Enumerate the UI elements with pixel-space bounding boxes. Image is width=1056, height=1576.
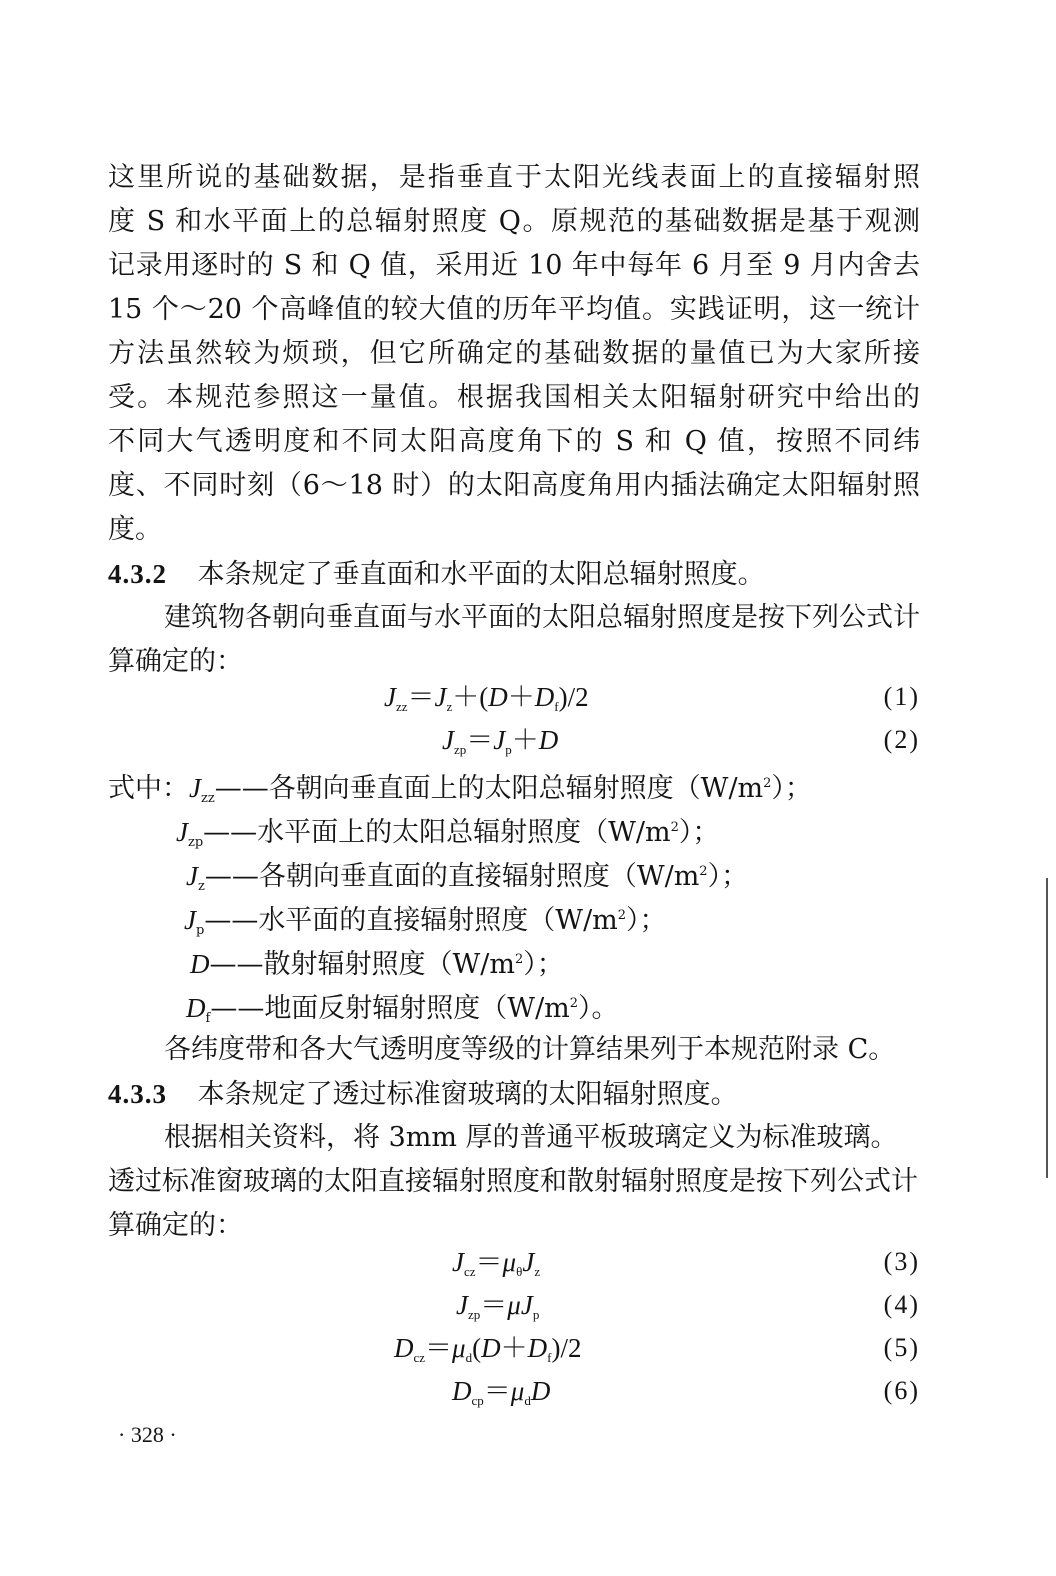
definition-df: $D_f——$地面反射辐射照度$(W/m^2)$。 bbox=[186, 993, 619, 1026]
section-number: 4.3.3 bbox=[108, 1079, 167, 1109]
intro-line-9: 度。 bbox=[108, 514, 162, 545]
section-432-body: 建筑物各朝向垂直面与水平面的太阳总辐射照度是按下列公式计算确定的： bbox=[108, 602, 920, 677]
intro-line-3: 记录用逐时的 S 和 Q 值，采用近 10 年中每年 6 月至 9 月内舍去 bbox=[108, 250, 920, 281]
equation-3: $J_{cz}=\mu_\theta J_z$ bbox=[452, 1247, 541, 1279]
equation-number: (5) bbox=[883, 1333, 920, 1362]
equation-2: $J_{zp}=J_p+D$ bbox=[442, 725, 559, 757]
definition-text: ——各朝向垂直面的直接辐射照度（W/m bbox=[204, 861, 700, 892]
definition-jzz: 式中：$J_{zz}——$各朝向垂直面上的太阳总辐射照度$(W/m^2)$； bbox=[108, 773, 812, 806]
intro-line-6: 受。本规范参照这一量值。根据我国相关太阳辐射研究中给出的 bbox=[108, 382, 920, 413]
equation-number: (4) bbox=[883, 1290, 920, 1319]
section-title: 本条规定了垂直面和水平面的太阳总辐射照度。 bbox=[197, 559, 765, 590]
page-number: · 328 · bbox=[118, 1422, 177, 1447]
intro-line-2: 度 S 和水平面上的总辐射照度 Q。原规范的基础数据是基于观测 bbox=[108, 206, 920, 237]
definition-tail: ）。 bbox=[578, 993, 619, 1024]
equation-number: (3) bbox=[883, 1247, 920, 1276]
equation-6: $D_{cp}=\mu_dD$ bbox=[452, 1376, 551, 1408]
intro-line-5: 方法虽然较为烦琐，但它所确定的基础数据的量值已为大家所接 bbox=[108, 338, 920, 369]
section-433-body-2: 透过标准窗玻璃的太阳直接辐射照度和散射辐射照度是按下列公式计算确定的： bbox=[108, 1166, 918, 1241]
definition-tail: ）； bbox=[707, 861, 749, 892]
section-number: 4.3.2 bbox=[108, 559, 167, 589]
definition-jp: $J_p——$水平面的直接辐射照度$(W/m^2)$； bbox=[184, 905, 667, 938]
equation-4: $J_{zp}=\mu J_p$ bbox=[456, 1290, 540, 1322]
equation-number: (2) bbox=[883, 725, 920, 754]
definition-text: ——地面反射辐射照度（W/m bbox=[210, 993, 570, 1024]
definition-jz: $J_z——$各朝向垂直面的直接辐射照度$(W/m^2)$； bbox=[186, 861, 749, 894]
equation-1: $J_{zz}=J_z+(D+D_f)/2$ bbox=[384, 682, 589, 714]
definition-prefix: 式中： bbox=[108, 773, 189, 804]
equation-number: (6) bbox=[883, 1376, 920, 1405]
scan-edge-line bbox=[1046, 878, 1048, 1178]
definition-tail: ）； bbox=[771, 773, 812, 804]
definition-jzp: $J_{zp}——$水平面上的太阳总辐射照度$(W/m^2)$； bbox=[176, 817, 720, 850]
intro-line-1: 这里所说的基础数据，是指垂直于太阳光线表面上的直接辐射照 bbox=[108, 162, 920, 193]
definition-tail: ）； bbox=[523, 949, 564, 980]
intro-line-8: 度、不同时刻（6～18 时）的太阳高度角用内插法确定太阳辐射照 bbox=[108, 470, 920, 501]
definition-d: D——散射辐射照度$(W/m^2)$； bbox=[190, 949, 564, 980]
definition-tail: ）； bbox=[626, 905, 667, 936]
section-title: 本条规定了透过标准窗玻璃的太阳辐射照度。 bbox=[197, 1079, 738, 1110]
definition-tail: ）； bbox=[678, 817, 720, 848]
section-433-heading bbox=[108, 1072, 920, 1117]
equation-5: $D_{cz}=\mu_d(D+D_f)/2$ bbox=[394, 1333, 582, 1365]
definition-text: ——散射辐射照度（W/m bbox=[209, 949, 515, 980]
definition-text: ——水平面上的太阳总辐射照度（W/m bbox=[203, 817, 671, 848]
appendix-note: 各纬度带和各大气透明度等级的计算结果列于本规范附录 C。 bbox=[164, 1034, 896, 1065]
section-433-body-1: 根据相关资料，将 3mm 厚的普通平板玻璃定义为标准玻璃。 bbox=[164, 1122, 898, 1153]
intro-line-4: 15 个～20 个高峰值的较大值的历年平均值。实践证明，这一统计 bbox=[108, 294, 920, 325]
definition-text: ——水平面的直接辐射照度（W/m bbox=[204, 905, 618, 936]
definition-text: ——各朝向垂直面上的太阳总辐射照度（W/m bbox=[214, 773, 764, 804]
equation-number: (1) bbox=[883, 682, 920, 711]
intro-line-7: 不同大气透明度和不同太阳高度角下的 S 和 Q 值，按照不同纬 bbox=[108, 426, 920, 457]
section-432-heading bbox=[108, 552, 920, 597]
